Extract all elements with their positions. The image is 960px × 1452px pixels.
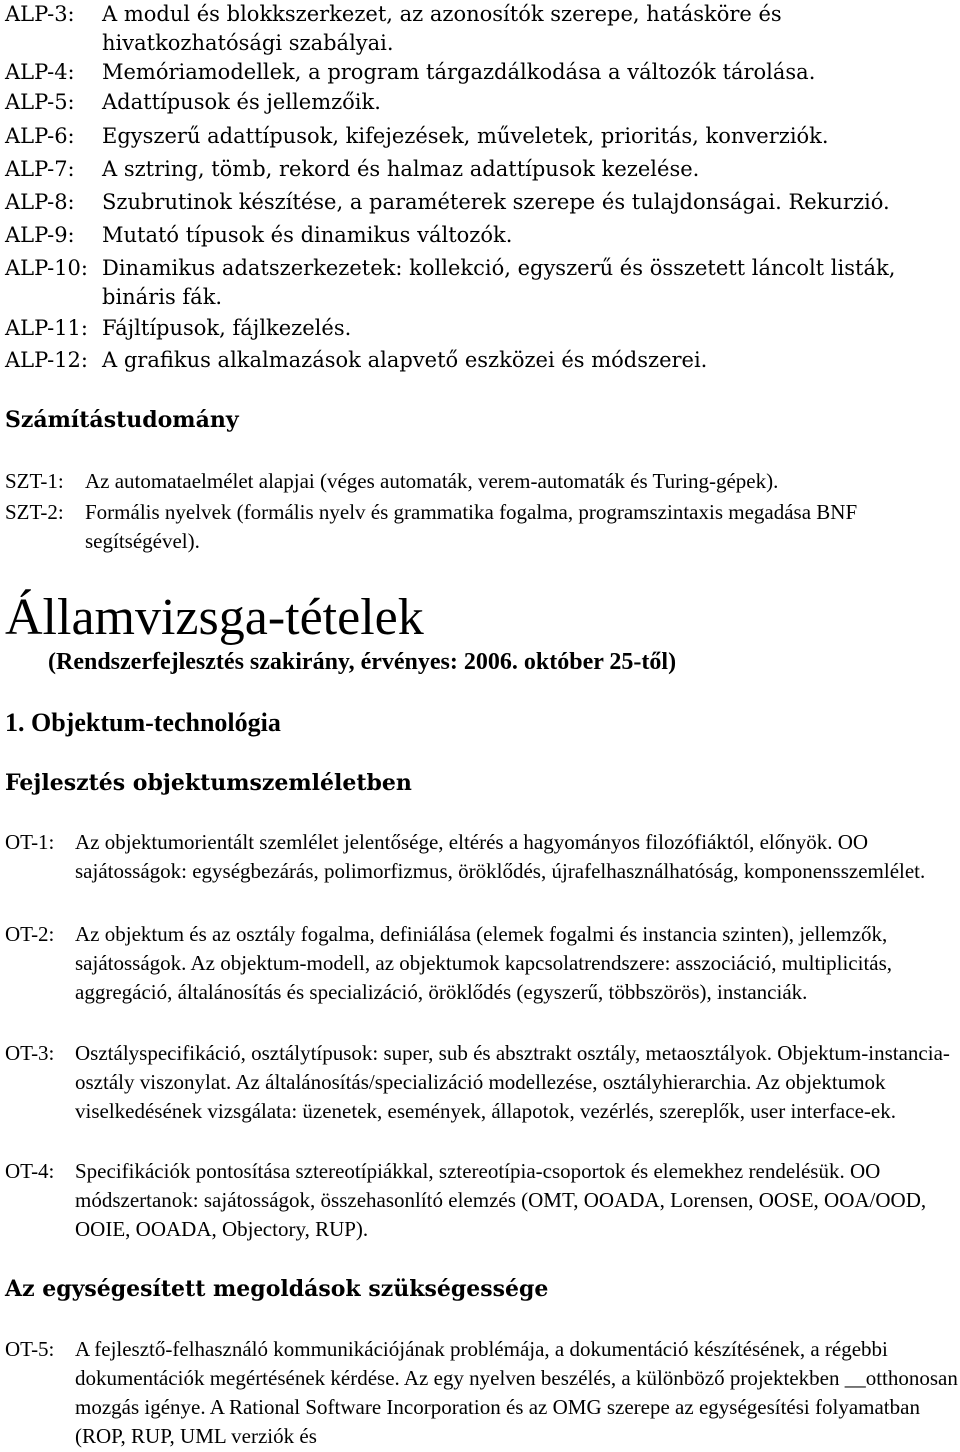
item-text: Memóriamodellek, a program tárgazdálkodása a változók tárolása. xyxy=(102,60,816,84)
list-item xyxy=(5,1335,960,1451)
list-item xyxy=(5,1039,960,1126)
list-item xyxy=(5,498,960,556)
list-item xyxy=(5,254,960,312)
item-code: ALP-4: xyxy=(5,60,75,84)
list-item xyxy=(5,828,960,886)
item-text: Osztályspecifikáció, osztálytípusok: super, sub és absztrakt osztály, metaosztályok. Objektum-instancia-osztály viszonylat. Az általánosítás/specializáció modellezése, osztályhierarchia. Az objektumok viselkedésének vizsgálata: üzenetek, események, állapotok, vezérlés, szereplők, user interface-ek. xyxy=(75,1041,950,1123)
list-item xyxy=(5,0,960,58)
subsection-heading: Az egységesített megoldások szükségessége xyxy=(5,1276,549,1302)
item-code: ALP-11: xyxy=(5,316,88,340)
item-code: ALP-5: xyxy=(5,90,75,114)
item-text: A sztring, tömb, rekord és halmaz adattípusok kezelése. xyxy=(102,157,700,181)
item-text: Az automataelmélet alapjai (véges automaták, verem-automaták és Turing-gépek). xyxy=(85,469,779,493)
section-title: 1. Objektum-technológia xyxy=(5,708,281,737)
item-text: Fájltípusok, fájlkezelés. xyxy=(102,316,352,340)
item-code: OT-5: xyxy=(5,1337,55,1361)
item-text: Egyszerű adattípusok, kifejezések, műveletek, prioritás, konverziók. xyxy=(102,124,829,148)
item-code: ALP-9: xyxy=(5,223,75,247)
list-item xyxy=(5,314,960,343)
subsection-heading: Fejlesztés objektumszemléletben xyxy=(5,770,412,796)
item-text: Dinamikus adatszerkezetek: kollekció, egyszerű és összetett láncolt listák, bináris fák. xyxy=(102,256,896,309)
item-code: OT-2: xyxy=(5,922,55,946)
item-text: Szubrutinok készítése, a paraméterek szerepe és tulajdonságai. Rekurzió. xyxy=(102,190,890,214)
item-code: ALP-7: xyxy=(5,157,75,181)
item-code: OT-4: xyxy=(5,1159,55,1183)
item-code: ALP-10: xyxy=(5,256,88,280)
item-code: ALP-12: xyxy=(5,348,88,372)
item-text: Specifikációk pontosítása sztereotípiákkal, sztereotípia-csoportok és elemekhez rendelésük. OO módszertanok: sajátosságok, összehasonlító elemzés (OMT, OOADA, Lorensen, OOSE, OOA/OOD, OOIE, OOADA, Objectory, RUP). xyxy=(75,1159,927,1241)
item-code: ALP-6: xyxy=(5,124,75,148)
list-item xyxy=(5,188,960,217)
item-code: SZT-2: xyxy=(5,500,64,524)
list-item xyxy=(5,467,960,496)
item-text: Az objektum és az osztály fogalma, definiálása (elemek fogalmi és instancia szinten), jellemzők, sajátosságok. Az objektum-modell, az objektumok kapcsolatrendszere: asszociáció, multiplicitás, aggregáció, általánosítás és specializáció, öröklődés (egyszerű, többszörös), instanciák. xyxy=(75,922,893,1004)
item-code: OT-3: xyxy=(5,1041,55,1065)
item-code: ALP-8: xyxy=(5,190,75,214)
list-item xyxy=(5,58,960,87)
item-text: Formális nyelvek (formális nyelv és grammatika fogalma, programszintaxis megadása BNF segítségével). xyxy=(85,500,858,553)
list-item xyxy=(5,920,960,1007)
list-item xyxy=(5,155,960,184)
section-heading: Számítástudomány xyxy=(5,407,239,433)
item-code: SZT-1: xyxy=(5,469,64,493)
item-text: Adattípusok és jellemzőik. xyxy=(102,90,381,114)
item-text: A grafikus alkalmazások alapvető eszközei és módszerei. xyxy=(102,348,708,372)
page-title: Államvizsga-tételek xyxy=(5,589,424,646)
list-item xyxy=(5,346,960,375)
item-text: A modul és blokkszerkezet, az azonosítók szerepe, hatásköre és hivatkozhatósági szabályai. xyxy=(102,2,782,55)
page-subtitle: (Rendszerfejlesztés szakirány, érvényes: 2006. október 25-től) xyxy=(48,649,677,675)
item-text: A fejlesztő-felhasználó kommunikációjának problémája, a dokumentáció készítésének, a régebbi dokumentációk megértésének kérdése. Az egy nyelven beszélés, a különböző projektekben __otthonosan mozgás igénye. A Rational Software Incorporation és az OMG szerepe az egységesítési folyamatban (ROP, RUP, UML verziók és xyxy=(75,1337,958,1448)
list-item xyxy=(5,221,960,250)
item-code: OT-1: xyxy=(5,830,55,854)
item-code: ALP-3: xyxy=(5,2,75,26)
list-item xyxy=(5,88,960,117)
list-item xyxy=(5,122,960,151)
item-text: Az objektumorientált szemlélet jelentősége, eltérés a hagyományos filozófiáktól, előnyök. OO sajátosságok: egységbezárás, polimorfizmus, öröklődés, újrafelhasználhatóság, komponensszemlélet. xyxy=(75,830,926,883)
item-text: Mutató típusok és dinamikus változók. xyxy=(102,223,513,247)
list-item xyxy=(5,1157,960,1244)
